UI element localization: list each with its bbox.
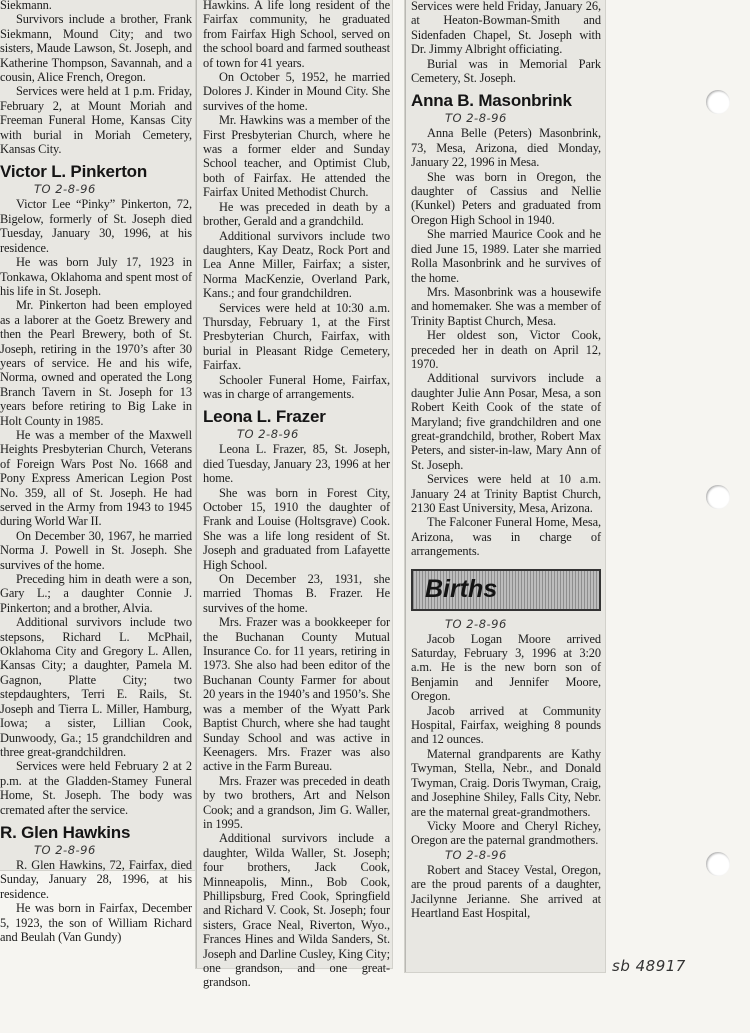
obituary-paragraph: Anna Belle (Peters) Masonbrink, 73, Mesa, Arizona, died Monday, January 22, 1996 in Mesa.	[411, 126, 601, 170]
handwritten-date-note: TO 2-8-96	[34, 182, 96, 197]
obituary-paragraph: Additional survivors include a daughter Julie Ann Posar, Mesa, a son Robert Keith Cook of the state of Maryland; five grandchildren and one great-grandchild, brother, Robert Max Peters, and sister-in-law, Mary Ann of St. Joseph.	[411, 371, 601, 472]
handwritten-date-note: TO 2-8-96	[445, 111, 507, 126]
obituary-paragraph: Vicky Moore and Cheryl Richey, Oregon are the paternal grandmothers.	[411, 818, 601, 848]
punch-hole	[706, 852, 730, 876]
obituary-paragraph: Survivors include a brother, Frank Siekmann, Mound City; and two sisters, Maude Lawson, St. Joseph, and Katherine Thompson, Savannah, and a cousin, Alice French, Oregon.	[0, 12, 192, 85]
obituary-paragraph: Mrs. Frazer was preceded in death by two brothers, Art and Nelson Cook; and a grandson, Jim G. Waller, in 1995.	[203, 773, 390, 831]
obituary-paragraph: Mrs. Masonbrink was a housewife and homemaker. She was a member of Trinity Baptist Church, Mesa.	[411, 284, 601, 328]
obituary-paragraph: On October 5, 1952, he married Dolores J. Kinder in Mound City. She survives of the home.	[203, 70, 390, 113]
obituary-paragraph: He was preceded in death by a brother, Gerald and a grandchild.	[203, 199, 390, 229]
obituary-paragraph: He was a member of the Maxwell Heights Presbyterian Church, Veterans of Foreign Wars Post No. 1668 and Pony Express American Legion Post No. 359, all of St. Joseph. He had served in the Army from 1943 to 1945 during World War II.	[0, 427, 192, 529]
archive-stamp: sb 48917	[612, 957, 686, 975]
column-3	[411, 0, 601, 971]
obituary-heading: R. Glen Hawkins	[0, 822, 131, 842]
obituary-heading: Anna B. Masonbrink	[411, 91, 572, 111]
obituary-paragraph: Services were held Friday, January 26, at Heaton-Bowman-Smith and Sidenfaden Chapel, St. Joseph with Dr. Jimmy Albright officiating.	[411, 0, 601, 57]
obituary-paragraph: Schooler Funeral Home, Fairfax, was in charge of arrangements.	[203, 372, 390, 401]
handwritten-date-note: TO 2-8-96	[445, 847, 507, 862]
obituary-paragraph: Additional survivors include two stepsons, Richard L. McPhail, Oklahoma City and Gregory L. Allen, Kansas City; a daughter, Pamela M. Gagnon, Platte City; two stepdaughters, Terri E. Rails, St. Joseph and Tierra L. Miller, Hamburg, Iowa; a sister, Lillian Cook, Dunwoody, Ga.; 15 grandchildren and three great-grandchildren.	[0, 615, 192, 759]
column-divider	[405, 0, 406, 972]
obituary-paragraph: Robert and Stacey Vestal, Oregon, are the proud parents of a daughter, Jacilynne Jerianne. She arrived at Heartland East Hospital,	[411, 862, 601, 920]
births-banner	[411, 569, 601, 611]
obituary-paragraph: Additional survivors include two daughters, Kay Deatz, Rock Port and Lea Anne Miller, Fairfax; a sister, Norma MacKenzie, Overland Park, Kans.; and four grandchildren.	[203, 228, 390, 301]
obituary-paragraph: Additional survivors include a daughter, Wilda Waller, St. Joseph; four brothers, Jack Cook, Minneapolis, Minn., Bob Cook, Phillipsburg, Fred Cook, Springfield and Richard V. Cook, St. Joseph; four sisters, Grace Neal, Riverton, Wyo., Frances Hines and Wilda Sanders, St. Joseph and Darline Cusley, King City; one grandson, and one great-grandson.	[203, 831, 390, 990]
obituary-paragraph: Mr. Pinkerton had been employed as a laborer at the Goetz Brewery and then the Pearl Brewery, both of St. Joseph, retiring in the 1970’s after 30 years of service. He and his wife, Norma, owned and operated the Long Branch Tavern in St. Joseph for 13 years before retiring to Big Lake in Holt County in 1985.	[0, 298, 192, 428]
column-2	[203, 0, 390, 990]
handwritten-date-note: TO 2-8-96	[445, 616, 507, 631]
obituary-paragraph: Mr. Hawkins was a member of the First Presbyterian Church, where he was a former elder and Sunday School teacher, and Optimist Club, both of Fairfax. He attended the Fairfax United Methodist Church.	[203, 113, 390, 200]
obituary-paragraph: He was born in Fairfax, December 5, 1923, the son of William Richard and Beulah (Van Gundy)	[0, 901, 192, 944]
births-title: Births	[425, 575, 498, 604]
obituary-paragraph: The Falconer Funeral Home, Mesa, Arizona, was in charge of arrangements.	[411, 515, 601, 559]
obituary-paragraph: Services were held February 2 at 2 p.m. at the Gladden-Stamey Funeral Home, St. Joseph. The body was cremated after the service.	[0, 759, 192, 817]
obituary-paragraph: Mrs. Frazer was a bookkeeper for the Buchanan County Mutual Insurance Co. for 11 years, retiring in 1973. She also had been editor of the Buchanan County Farmer for about 20 years in the 1940’s and 1950’s. She was a member of the Wyatt Park Baptist Church, where she had taught Sunday School and was active in Keenagers. Mrs. Frazer was also active in the Farm Bureau.	[203, 615, 390, 774]
column-1	[0, 0, 192, 944]
obituary-paragraph: Services were held at 1 p.m. Friday, February 2, at Mount Moriah and Freeman Funeral Home, Kansas City with burial in Moriah Cemetery, Kansas City.	[0, 84, 192, 157]
punch-hole	[706, 90, 730, 114]
obituary-paragraph: Services were held at 10:30 a.m. Thursday, February 1, at the First Presbyterian Church, Fairfax, with burial in Pleasant Ridge Cemetery, Fairfax.	[203, 300, 390, 373]
obituary-paragraph: She was born in Forest City, October 15, 1910 the daughter of Frank and Louise (Holtsgrave) Cook. She was a life long resident of St. Joseph and graduated from Lafayette High School.	[203, 485, 390, 572]
obituary-paragraph: R. Glen Hawkins, 72, Fairfax, died Sunday, January 28, 1996, at his residence.	[0, 857, 192, 901]
obituary-paragraph: Siekmann.	[0, 0, 52, 12]
obituary-paragraph: Preceding him in death were a son, Gary L.; a daughter Connie J. Pinkerton; and a brother, Alvia.	[0, 572, 192, 615]
obituary-paragraph: On December 23, 1931, she married Thomas B. Frazer. He survives of the home.	[203, 572, 390, 615]
obituary-paragraph: Maternal grandparents are Kathy Twyman, Stella, Nebr., and Donald Twyman, Craig. Doris Twyman, Craig, and Josephine Shiley, Falls City, Nebr. are the maternal great-grandmothers.	[411, 746, 602, 819]
obituary-paragraph: Victor Lee “Pinky” Pinkerton, 72, Bigelow, formerly of St. Joseph died Tuesday, January 30, 1996, at his residence.	[0, 197, 192, 255]
obituary-paragraph: She married Maurice Cook and he died June 15, 1989. Later she married Rolla Masonbrink and he survives of the home.	[411, 227, 601, 285]
obituary-heading: Victor L. Pinkerton	[0, 162, 148, 182]
handwritten-date-note: TO 2-8-96	[34, 842, 96, 857]
obituary-paragraph: He was born July 17, 1923 in Tonkawa, Oklahoma and spent most of his life in St. Joseph.	[0, 255, 192, 298]
obituary-paragraph: Services were held at 10 a.m. January 24 at Trinity Baptist Church, 2130 East University, Mesa, Arizona.	[411, 472, 601, 515]
obituary-paragraph: Jacob arrived at Community Hospital, Fairfax, weighing 8 pounds and 12 ounces.	[411, 703, 601, 747]
obituary-paragraph: She was born in Oregon, the daughter of Cassius and Nellie (Kunkel) Peters and graduated from Oregon High School in 1940.	[411, 169, 601, 227]
column-divider	[196, 0, 197, 968]
obituary-paragraph: On December 30, 1967, he married Norma J. Powell in St. Joseph. She survives of the home.	[0, 528, 192, 572]
obituary-heading: Leona L. Frazer	[203, 407, 326, 427]
obituary-paragraph: Her oldest son, Victor Cook, preceded her in death on April 12, 1970.	[411, 328, 601, 371]
obituary-paragraph: Jacob Logan Moore arrived Saturday, February 3, 1996 at 3:20 a.m. He is the new born son of Benjamin and Jennifer Moore, Oregon.	[411, 631, 601, 704]
obituary-paragraph: Burial was in Memorial Park Cemetery, St. Joseph.	[411, 56, 601, 86]
obituary-paragraph: Leona L. Frazer, 85, St. Joseph, died Tuesday, January 23, 1996 at her home.	[203, 442, 390, 486]
obituary-paragraph: Hawkins. A life long resident of the Fairfax community, he graduated from Fairfax High School, served on the school board and farmed southeast of town for 41 years.	[203, 0, 390, 70]
handwritten-date-note: TO 2-8-96	[237, 427, 299, 442]
punch-hole	[706, 485, 730, 509]
